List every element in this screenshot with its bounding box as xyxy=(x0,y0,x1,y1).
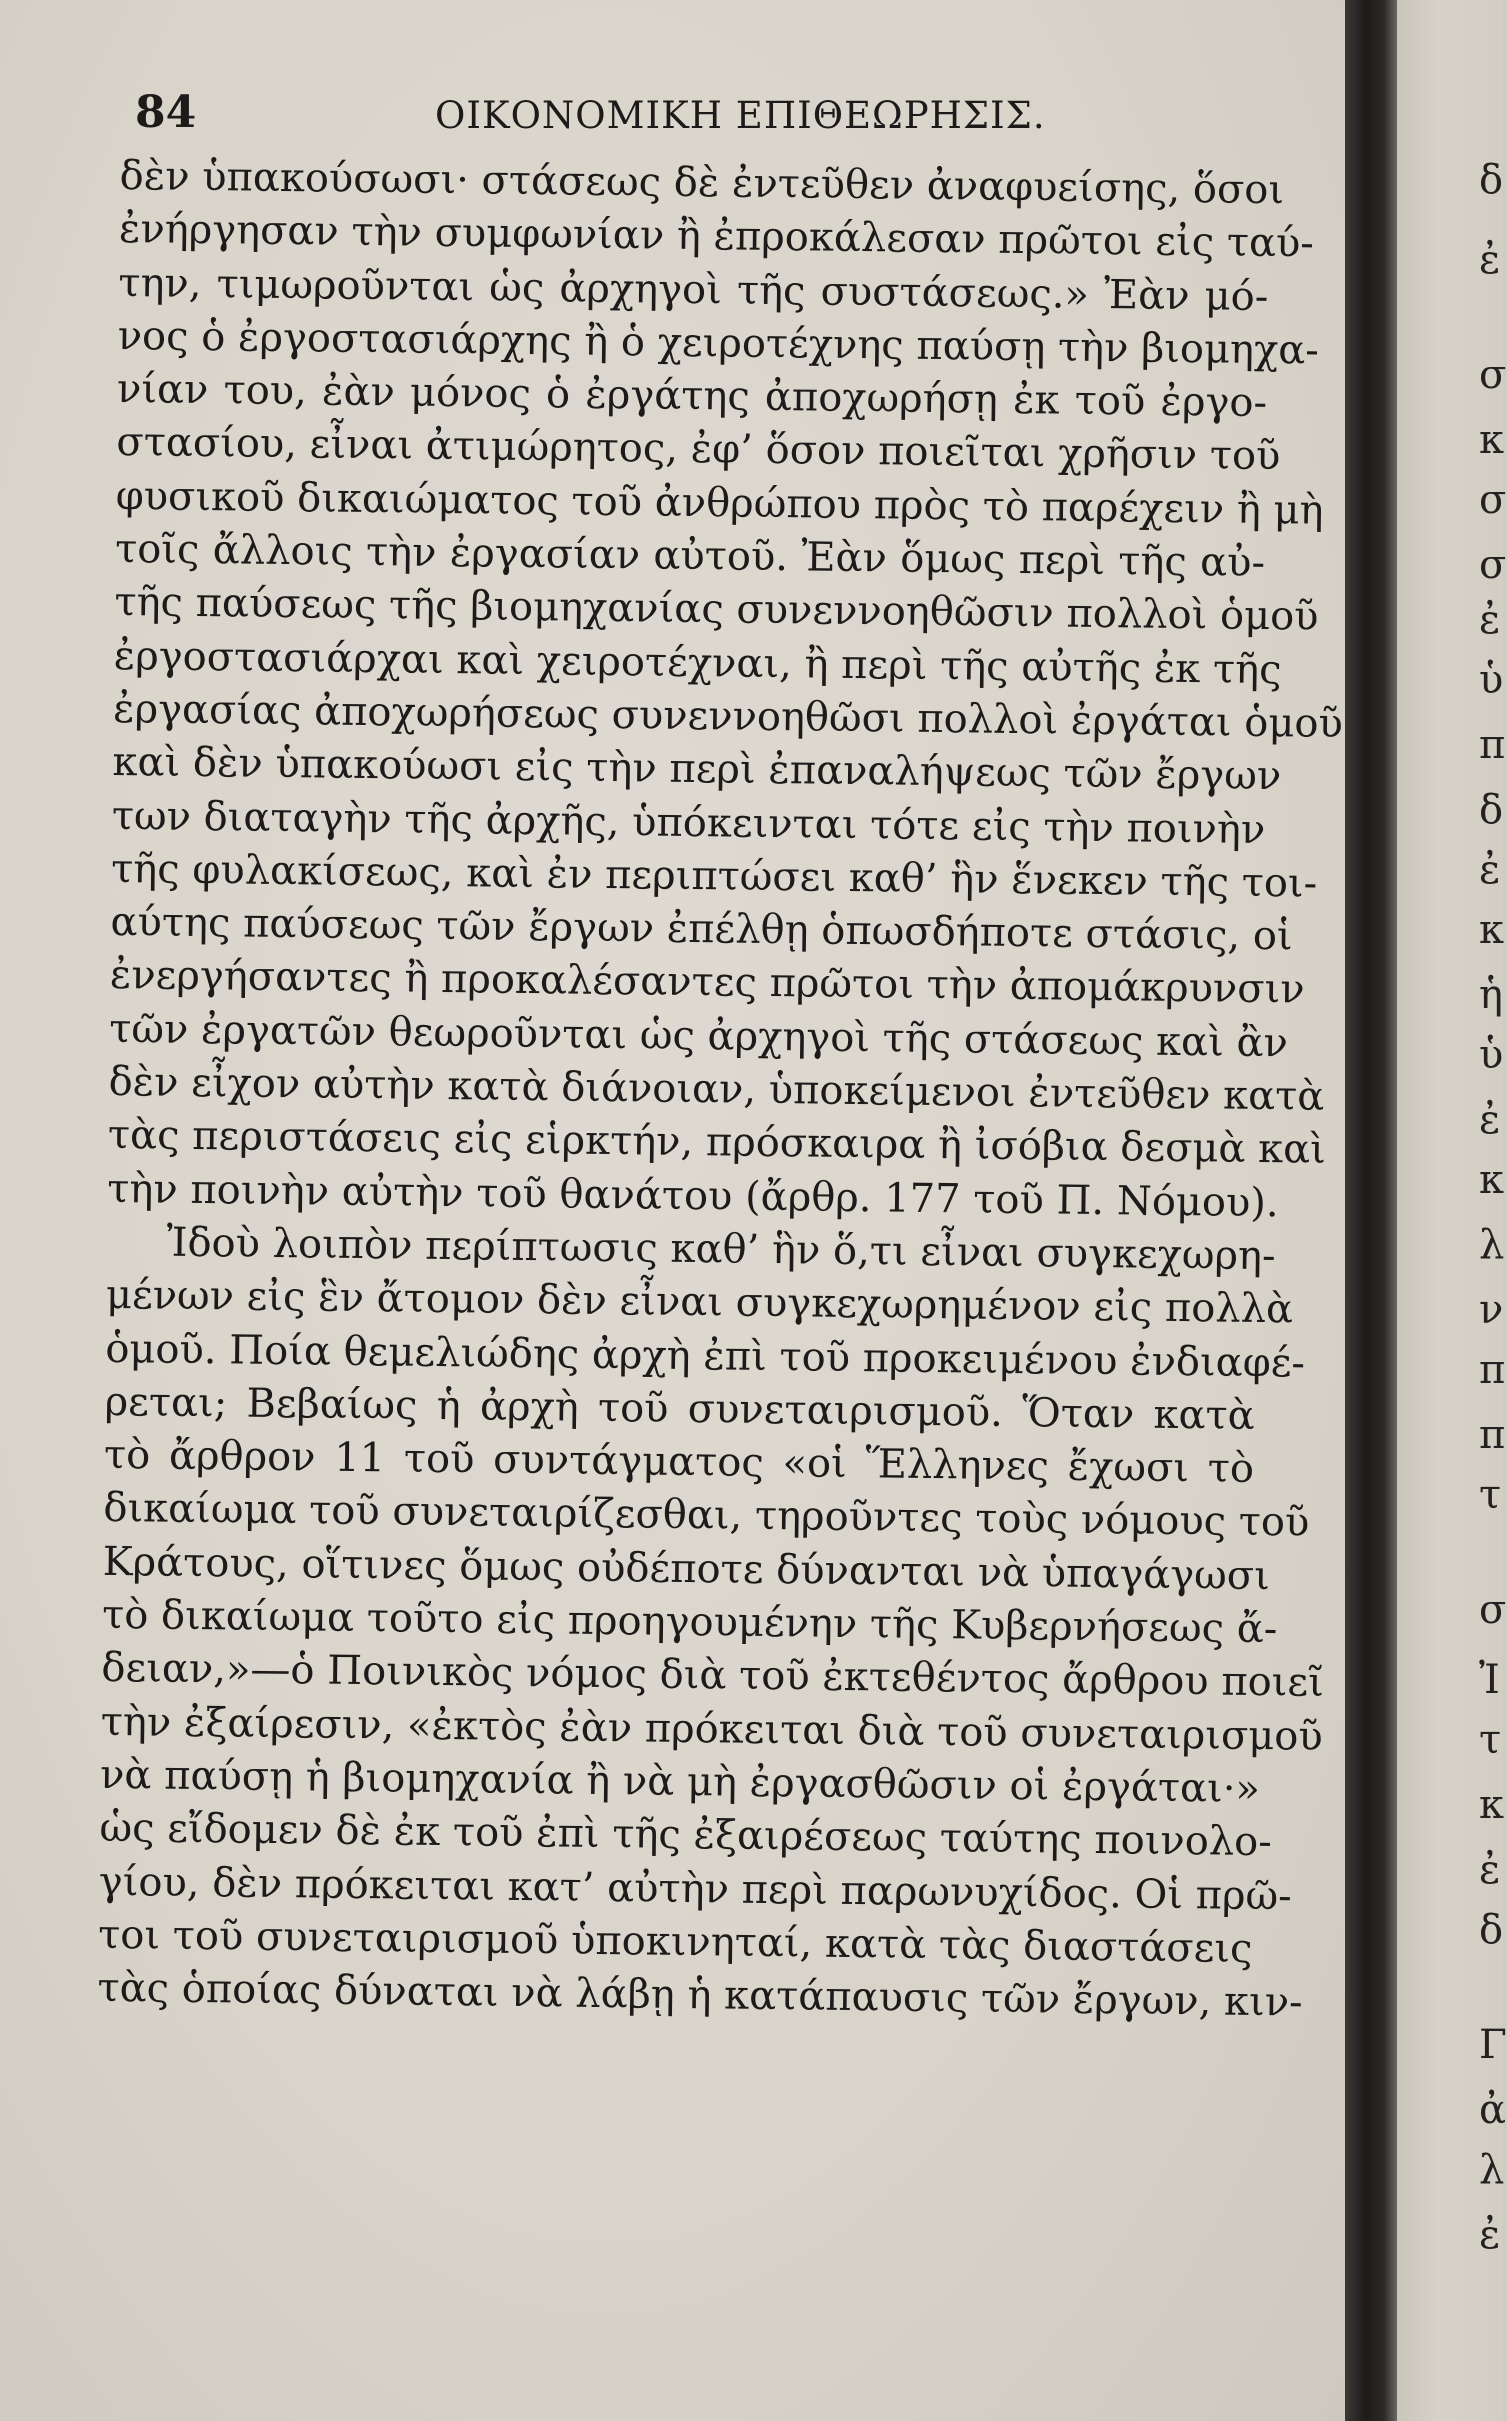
next-page-fragment: ἐ xyxy=(1479,1847,1501,1893)
text-line: τῆς φυλακίσεως, καὶ ἐν περιπτώσει καθ’ ἣν ἕνεκεν τῆς τοι- xyxy=(110,845,1318,907)
next-page-fragment: π xyxy=(1479,1347,1506,1393)
next-page-fragment: λ xyxy=(1479,1222,1505,1268)
next-page-fragment: π xyxy=(1479,722,1506,768)
text-line: των διαταγὴν τῆς ἀρχῆς, ὑπόκεινται τότε εἰς τὴν ποινὴν xyxy=(111,792,1266,853)
next-page-fragment: τ xyxy=(1479,1472,1502,1518)
text-line: φυσικοῦ δικαιώματος τοῦ ἀνθρώπου πρὸς τὸ παρέχειν ἢ μὴ xyxy=(115,472,1324,534)
text-line: δὲν ὑπακούσωσι· στάσεως δὲ ἐντεῦθεν ἀναφυείσης, ὅσοι xyxy=(119,152,1285,214)
next-page-fragment: Γ xyxy=(1479,2022,1507,2068)
next-page-fragment: σ xyxy=(1479,542,1507,588)
text-line: μένων εἰς ἓν ἄτομον δὲν εἶναι συγκεχωρημένον εἰς πολλὰ xyxy=(105,1272,1294,1333)
text-line: τὰς ὁποίας δύναται νὰ λάβῃ ἡ κατάπαυσις τῶν ἔργων, κιν- xyxy=(97,1964,1303,2026)
text-line: ὁμοῦ. Ποία θεμελιώδης ἀρχὴ ἐπὶ τοῦ προκειμένου ἐνδιαφέ- xyxy=(105,1325,1306,1387)
text-line: ἐνήργησαν τὴν συμφωνίαν ἢ ἐπροκάλεσαν πρῶτοι εἰς ταύ- xyxy=(118,206,1315,267)
text-line: δειαν,»—ὁ Ποινικὸς νόμος διὰ τοῦ ἐκτεθέντος ἄρθρου ποιεῖ xyxy=(101,1645,1325,1707)
page-header xyxy=(135,86,1270,146)
text-line: καὶ δὲν ὑπακούωσι εἰς τὴν περὶ ἐπαναλήψεως τῶν ἔργων xyxy=(112,739,1282,800)
next-page-fragment: ἐ xyxy=(1479,847,1501,893)
text-line: ἐργασίας ἀποχωρήσεως συνεννοηθῶσι πολλοὶ ἐργάται ὁμοῦ xyxy=(112,685,1344,747)
next-page-fragment: σ xyxy=(1479,1587,1507,1633)
text-line: τοῖς ἄλλοις τὴν ἐργασίαν αὐτοῦ. Ἐὰν ὅμως περὶ τῆς αὐ- xyxy=(114,526,1266,587)
next-page-fragment: δ xyxy=(1479,1907,1504,1953)
text-line: ρεται; Βεβαίως ἡ ἀρχὴ τοῦ συνεταιρισμοῦ. Ὅταν κατὰ xyxy=(104,1378,1255,1439)
text-line: νος ὁ ἐργοστασιάρχης ἢ ὁ χειροτέχνης παύσῃ τὴν βιομηχα- xyxy=(117,312,1320,374)
next-page-fragment: δ xyxy=(1479,157,1504,203)
text-line: δικαίωμα τοῦ συνεταιρίζεσθαι, τηροῦντες τοὺς νόμους τοῦ xyxy=(103,1485,1310,1547)
text-line: νὰ παύσῃ ἡ βιομηχανία ἢ νὰ μὴ ἐργασθῶσιν οἱ ἐργάται·» xyxy=(99,1751,1261,1812)
page-number: 84 xyxy=(135,87,197,138)
next-page-fragment: κ xyxy=(1479,907,1504,953)
text-line: ὡς εἴδομεν δὲ ἐκ τοῦ ἐπὶ τῆς ἐξαιρέσεως ταύτης ποινολο- xyxy=(99,1805,1273,1866)
text-line: τὰς περιστάσεις εἰς εἱρκτήν, πρόσκαιρα ἢ ἰσόβια δεσμὰ καὶ xyxy=(107,1112,1327,1174)
next-page-fragment: ἡ xyxy=(1479,972,1503,1018)
text-line: τὸ ἄρθρον 11 τοῦ συντάγματος «οἱ Ἕλληνες ἔχωσι τὸ xyxy=(103,1432,1255,1493)
next-page-fragment: ὑ xyxy=(1479,1032,1504,1078)
text-line: τοι τοῦ συνεταιρισμοῦ ὑποκινηταί, κατὰ τὰς διαστάσεις xyxy=(97,1911,1253,1972)
text-line: ἐνεργήσαντες ἢ προκαλέσαντες πρῶτοι τὴν ἀπομάκρυνσιν xyxy=(109,952,1305,1013)
book-gutter xyxy=(1345,0,1397,2421)
next-page-fragment: ν xyxy=(1479,1287,1504,1333)
text-line: τὴν ἐξαίρεσιν, «ἐκτὸς ἐὰν πρόκειται διὰ τοῦ συνεταιρισμοῦ xyxy=(100,1698,1324,1760)
text-line: νίαν του, ἐὰν μόνος ὁ ἐργάτης ἀποχωρήσῃ ἐκ τοῦ ἐργο- xyxy=(116,366,1268,427)
next-page-fragment: σ xyxy=(1479,352,1507,398)
text-line: Κράτους, οἵτινες ὅμως οὐδέποτε δύνανται νὰ ὑπαγάγωσι xyxy=(102,1538,1271,1599)
text-line: ἐργοστασιάρχαι καὶ χειροτέχναι, ἢ περὶ τῆς αὐτῆς ἐκ τῆς xyxy=(113,632,1282,693)
text-line: δὲν εἶχον αὐτὴν κατὰ διάνοιαν, ὑποκείμενοι ἐντεῦθεν κατὰ xyxy=(108,1058,1325,1120)
next-page-fragment: ἐ xyxy=(1479,597,1501,643)
text-line: αύτης παύσεως τῶν ἔργων ἐπέλθῃ ὁπωσδήποτε στάσις, οἱ xyxy=(110,899,1293,960)
adjacent-page-edge xyxy=(1397,0,1507,2421)
text-line: τὸ δικαίωμα τοῦτο εἰς προηγουμένην τῆς Κυβερνήσεως ἄ- xyxy=(101,1591,1278,1653)
next-page-fragment: λ xyxy=(1479,2147,1505,2193)
next-page-fragment: ἐ xyxy=(1479,1097,1501,1143)
next-page-fragment: ἐ xyxy=(1479,2212,1501,2258)
body-text xyxy=(97,150,1344,2029)
text-line: τῶν ἐργατῶν θεωροῦνται ὡς ἀρχηγοὶ τῆς στάσεως καὶ ἂν xyxy=(108,1005,1289,1067)
next-page-fragment: π xyxy=(1479,1412,1506,1458)
next-page-fragment: ἐ xyxy=(1479,237,1501,283)
next-page-fragment: τ xyxy=(1479,1717,1502,1763)
next-page-fragment: κ xyxy=(1479,1157,1504,1203)
text-line: στασίου, εἶναι ἀτιμώρητος, ἐφ’ ὅσον ποιεῖται χρῆσιν τοῦ xyxy=(116,419,1281,480)
next-page-fragment: σ xyxy=(1479,477,1507,523)
text-line: τὴν ποινὴν αὐτὴν τοῦ θανάτου (ἄρθρ. 177 τοῦ Π. Νόμου). xyxy=(107,1165,1279,1226)
text-line: γίου, δὲν πρόκειται κατ’ αὐτὴν περὶ παρωνυχίδος. Οἱ πρῶ- xyxy=(98,1858,1292,1919)
next-page-fragment: ἀ xyxy=(1479,2087,1507,2133)
next-page-fragment: δ xyxy=(1479,787,1504,833)
running-title: ΟΙΚΟΝΟΜΙΚΗ ΕΠΙΘΕΩΡΗΣΙΣ. xyxy=(435,94,1046,137)
next-page-fragment: κ xyxy=(1479,417,1504,463)
next-page-fragment: ὑ xyxy=(1479,657,1504,703)
text-line: τῆς παύσεως τῆς βιομηχανίας συνεννοηθῶσιν πολλοὶ ὁμοῦ xyxy=(114,579,1319,641)
next-page-fragment: κ xyxy=(1479,1782,1504,1828)
text-line: Ἰδοὺ λοιπὸν περίπτωσις καθ’ ἣν ὅ,τι εἶναι συγκεχωρη- xyxy=(166,1219,1276,1280)
next-page-fragment: Ἰ xyxy=(1479,1657,1500,1703)
text-line: την, τιμωροῦνται ὡς ἀρχηγοὶ τῆς συστάσεως.» Ἐὰν μό- xyxy=(118,259,1269,320)
